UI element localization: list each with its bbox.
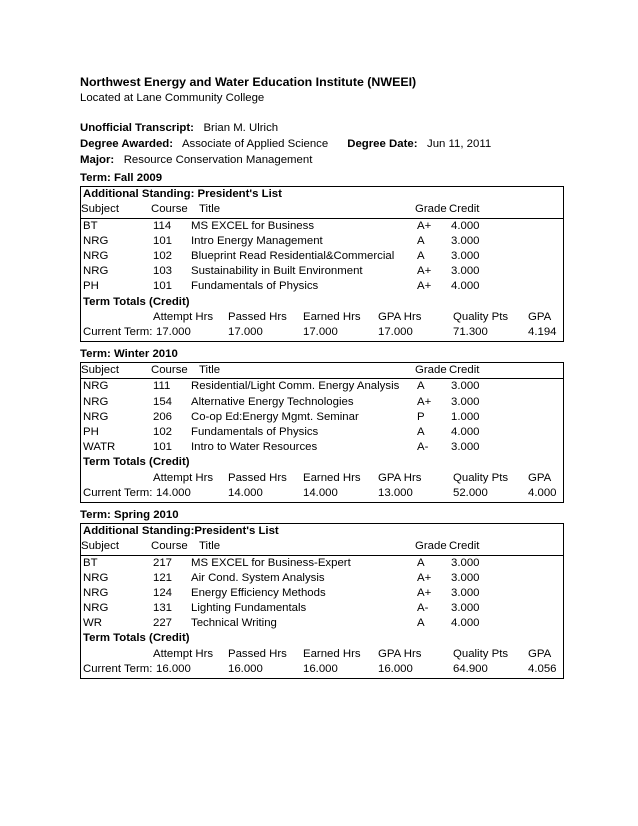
course-subject: BT bbox=[83, 556, 98, 569]
degree-date-value: Jun 11, 2011 bbox=[427, 138, 492, 150]
course-credit: 3.000 bbox=[451, 234, 480, 247]
course-credit: 3.000 bbox=[451, 602, 480, 615]
course-grade: A+ bbox=[417, 219, 432, 232]
major-label: Major: bbox=[80, 154, 115, 166]
term-totals-values-row bbox=[83, 325, 563, 340]
additional-standing: Additional Standing: President's List bbox=[83, 188, 282, 201]
term-totals-label: Term Totals (Credit) bbox=[83, 456, 190, 469]
course-grade: A bbox=[417, 556, 425, 569]
course-grade: A bbox=[417, 380, 425, 393]
course-credit: 3.000 bbox=[451, 265, 480, 278]
passed-hrs-header: Passed Hrs bbox=[228, 647, 287, 660]
course-credit: 3.000 bbox=[451, 380, 480, 393]
terms-container bbox=[80, 171, 564, 679]
course-title: Intro to Water Resources bbox=[191, 441, 318, 454]
passed-hrs-header: Passed Hrs bbox=[228, 471, 287, 484]
course-row bbox=[83, 219, 563, 234]
term-section bbox=[80, 186, 564, 342]
institute-location: Located at Lane Community College bbox=[80, 92, 265, 104]
course-grade: A- bbox=[417, 441, 429, 454]
gpa-hrs-header: GPA Hrs bbox=[378, 310, 422, 323]
term-totals-header-row bbox=[83, 310, 563, 325]
column-header-row: Subject Course Title Grade Credit bbox=[81, 202, 563, 218]
major-value: Resource Conservation Management bbox=[123, 154, 313, 166]
term-label: Term: Spring 2010 bbox=[80, 508, 179, 521]
current-term-label: Current Term: bbox=[83, 662, 153, 675]
course-grade: A+ bbox=[417, 280, 432, 293]
course-subject: PH bbox=[83, 426, 99, 438]
course-grade: A bbox=[417, 249, 425, 262]
course-row bbox=[83, 249, 563, 264]
gpa-value: 4.000 bbox=[528, 486, 557, 499]
course-number: 101 bbox=[153, 280, 173, 293]
major-line bbox=[80, 152, 564, 168]
course-credit: 4.000 bbox=[451, 617, 480, 630]
course-row bbox=[83, 395, 563, 410]
course-row bbox=[83, 571, 563, 586]
course-subject: NRG bbox=[83, 586, 109, 599]
course-number: 114 bbox=[153, 219, 172, 232]
course-grade: A bbox=[417, 426, 425, 438]
course-credit: 3.000 bbox=[451, 395, 480, 408]
earned-hrs-header: Earned Hrs bbox=[303, 647, 361, 660]
course-row bbox=[83, 616, 563, 631]
course-number: 111 bbox=[153, 380, 171, 393]
degree-date-label: Degree Date: bbox=[347, 138, 418, 150]
term-label: Term: Fall 2009 bbox=[80, 172, 163, 184]
term-totals-header-row bbox=[83, 647, 563, 662]
course-subject: NRG bbox=[83, 410, 109, 423]
credit-header: Credit bbox=[449, 540, 480, 553]
student-name: Brian M. Ulrich bbox=[203, 122, 279, 134]
gpa-header: GPA bbox=[528, 310, 552, 323]
course-row bbox=[83, 279, 563, 294]
course-number: 154 bbox=[153, 395, 173, 408]
course-title: MS EXCEL for Business-Expert bbox=[191, 556, 351, 569]
grade-header: Grade bbox=[415, 203, 447, 216]
course-row bbox=[83, 410, 563, 425]
term-totals-label-row bbox=[83, 455, 563, 470]
course-title: Co-op Ed:Energy Mgmt. Seminar bbox=[191, 410, 359, 423]
column-header-row: Subject Course Title Grade Credit bbox=[81, 363, 563, 379]
course-subject: WR bbox=[83, 617, 102, 630]
standing-row bbox=[83, 187, 563, 202]
course-number: 121 bbox=[153, 571, 173, 584]
course-credit: 3.000 bbox=[451, 249, 480, 262]
gpa-hrs-value: 17.000 bbox=[378, 325, 413, 338]
standing-row bbox=[83, 524, 563, 539]
course-grade: P bbox=[417, 410, 425, 423]
term-totals-values-row bbox=[83, 662, 563, 677]
attempt-hrs-header: Attempt Hrs bbox=[153, 471, 214, 484]
degree-line bbox=[80, 136, 564, 152]
quality-pts-value: 52.000 bbox=[453, 486, 488, 499]
course-credit: 3.000 bbox=[451, 556, 480, 569]
term-totals-header-row bbox=[83, 471, 563, 486]
course-title: Lighting Fundamentals bbox=[191, 602, 307, 615]
course-row bbox=[83, 586, 563, 601]
quality-pts-header: Quality Pts bbox=[453, 471, 509, 484]
course-row bbox=[83, 440, 563, 455]
course-row bbox=[83, 234, 563, 249]
course-title: Technical Writing bbox=[191, 617, 277, 630]
course-header: Course bbox=[151, 203, 188, 216]
transcript-line bbox=[80, 120, 564, 136]
course-subject: NRG bbox=[83, 571, 109, 584]
grade-header: Grade bbox=[415, 364, 447, 377]
earned-hrs-value: 14.000 bbox=[303, 486, 338, 499]
quality-pts-value: 71.300 bbox=[453, 325, 488, 338]
additional-standing: Additional Standing:President's List bbox=[83, 525, 279, 538]
course-grade: A- bbox=[417, 602, 429, 615]
course-title: Fundamentals of Physics bbox=[191, 280, 319, 293]
course-title: Sustainability in Built Environment bbox=[191, 265, 363, 278]
course-grade: A+ bbox=[417, 395, 432, 408]
course-credit: 4.000 bbox=[451, 280, 480, 293]
course-subject: BT bbox=[83, 219, 98, 232]
transcript-page bbox=[80, 74, 564, 684]
passed-hrs-value: 14.000 bbox=[228, 486, 263, 499]
subject-header: Subject bbox=[81, 364, 119, 377]
term-totals-label: Term Totals (Credit) bbox=[83, 632, 190, 645]
course-grade: A bbox=[417, 617, 425, 630]
term-section bbox=[80, 362, 564, 503]
course-number: 206 bbox=[153, 410, 173, 423]
course-title: Blueprint Read Residential&Commercial bbox=[191, 249, 395, 262]
course-grade: A bbox=[417, 234, 425, 247]
course-number: 103 bbox=[153, 265, 173, 278]
course-credit: 3.000 bbox=[451, 586, 480, 599]
term-totals-label-row bbox=[83, 295, 563, 310]
credit-header: Credit bbox=[449, 364, 480, 377]
course-number: 131 bbox=[153, 602, 173, 615]
course-number: 124 bbox=[153, 586, 173, 599]
course-subject: NRG bbox=[83, 395, 109, 408]
quality-pts-value: 64.900 bbox=[453, 662, 488, 675]
course-subject: NRG bbox=[83, 602, 109, 615]
degree-label: Degree Awarded: bbox=[80, 138, 174, 150]
earned-hrs-value: 16.000 bbox=[303, 662, 338, 675]
attempt-hrs-value: 16.000 bbox=[156, 662, 191, 675]
gpa-header: GPA bbox=[528, 647, 552, 660]
passed-hrs-value: 16.000 bbox=[228, 662, 263, 675]
credit-header: Credit bbox=[449, 203, 480, 216]
quality-pts-header: Quality Pts bbox=[453, 647, 509, 660]
course-credit: 1.000 bbox=[451, 410, 480, 423]
earned-hrs-value: 17.000 bbox=[303, 325, 338, 338]
course-row bbox=[83, 264, 563, 279]
term-section bbox=[80, 523, 564, 679]
gpa-hrs-header: GPA Hrs bbox=[378, 471, 422, 484]
passed-hrs-header: Passed Hrs bbox=[228, 310, 287, 323]
course-subject: NRG bbox=[83, 380, 109, 393]
course-header: Course bbox=[151, 364, 188, 377]
term-totals-label: Term Totals (Credit) bbox=[83, 295, 190, 308]
current-term-label: Current Term: bbox=[83, 486, 153, 499]
course-title: Intro Energy Management bbox=[191, 234, 323, 247]
course-row bbox=[83, 425, 563, 440]
course-number: 101 bbox=[153, 441, 173, 454]
course-row bbox=[83, 379, 563, 394]
grade-header: Grade bbox=[415, 540, 447, 553]
course-subject: NRG bbox=[83, 265, 109, 278]
attempt-hrs-value: 14.000 bbox=[156, 486, 191, 499]
course-title: Alternative Energy Technologies bbox=[191, 395, 354, 408]
subject-header: Subject bbox=[81, 540, 119, 553]
gpa-value: 4.056 bbox=[528, 662, 557, 675]
course-title: Air Cond. System Analysis bbox=[191, 571, 325, 584]
course-number: 227 bbox=[153, 617, 173, 630]
term-totals-values-row bbox=[83, 486, 563, 501]
degree-value: Associate of Applied Science bbox=[181, 138, 329, 150]
gpa-header: GPA bbox=[528, 471, 552, 484]
quality-pts-header: Quality Pts bbox=[453, 310, 509, 323]
subject-header: Subject bbox=[81, 203, 119, 216]
attempt-hrs-header: Attempt Hrs bbox=[153, 310, 214, 323]
course-grade: A+ bbox=[417, 571, 432, 584]
course-subject: NRG bbox=[83, 249, 109, 262]
passed-hrs-value: 17.000 bbox=[228, 325, 263, 338]
course-credit: 3.000 bbox=[451, 441, 480, 454]
course-title: Fundamentals of Physics bbox=[191, 426, 319, 438]
gpa-hrs-value: 13.000 bbox=[378, 486, 413, 499]
term-totals-label-row bbox=[83, 631, 563, 646]
gpa-hrs-value: 16.000 bbox=[378, 662, 413, 675]
course-number: 102 bbox=[153, 249, 173, 262]
course-credit: 4.000 bbox=[451, 426, 480, 438]
course-row bbox=[83, 556, 563, 571]
course-grade: A+ bbox=[417, 265, 432, 278]
column-header-row: Subject Course Title Grade Credit bbox=[81, 539, 563, 555]
term-label: Term: Winter 2010 bbox=[80, 348, 178, 361]
attempt-hrs-value: 17.000 bbox=[156, 325, 191, 338]
course-credit: 3.000 bbox=[451, 571, 480, 584]
course-number: 217 bbox=[153, 556, 173, 569]
transcript-label: Unofficial Transcript: bbox=[80, 122, 194, 134]
course-title: Residential/Light Comm. Energy Analysis bbox=[191, 380, 400, 393]
course-grade: A+ bbox=[417, 586, 432, 599]
course-header: Course bbox=[151, 540, 188, 553]
gpa-hrs-header: GPA Hrs bbox=[378, 647, 422, 660]
course-number: 101 bbox=[153, 234, 173, 247]
course-credit: 4.000 bbox=[451, 219, 480, 232]
course-title: MS EXCEL for Business bbox=[191, 219, 315, 232]
course-number: 102 bbox=[153, 426, 173, 438]
earned-hrs-header: Earned Hrs bbox=[303, 471, 361, 484]
course-subject: PH bbox=[83, 280, 99, 293]
earned-hrs-header: Earned Hrs bbox=[303, 310, 361, 323]
course-subject: WATR bbox=[83, 441, 116, 454]
current-term-label: Current Term: bbox=[83, 325, 153, 338]
gpa-value: 4.194 bbox=[528, 325, 557, 338]
course-title: Energy Efficiency Methods bbox=[191, 586, 326, 599]
course-subject: NRG bbox=[83, 234, 109, 247]
institute-name: Northwest Energy and Water Education Institute (NWEEI) bbox=[80, 75, 417, 89]
course-row bbox=[83, 601, 563, 616]
attempt-hrs-header: Attempt Hrs bbox=[153, 647, 214, 660]
